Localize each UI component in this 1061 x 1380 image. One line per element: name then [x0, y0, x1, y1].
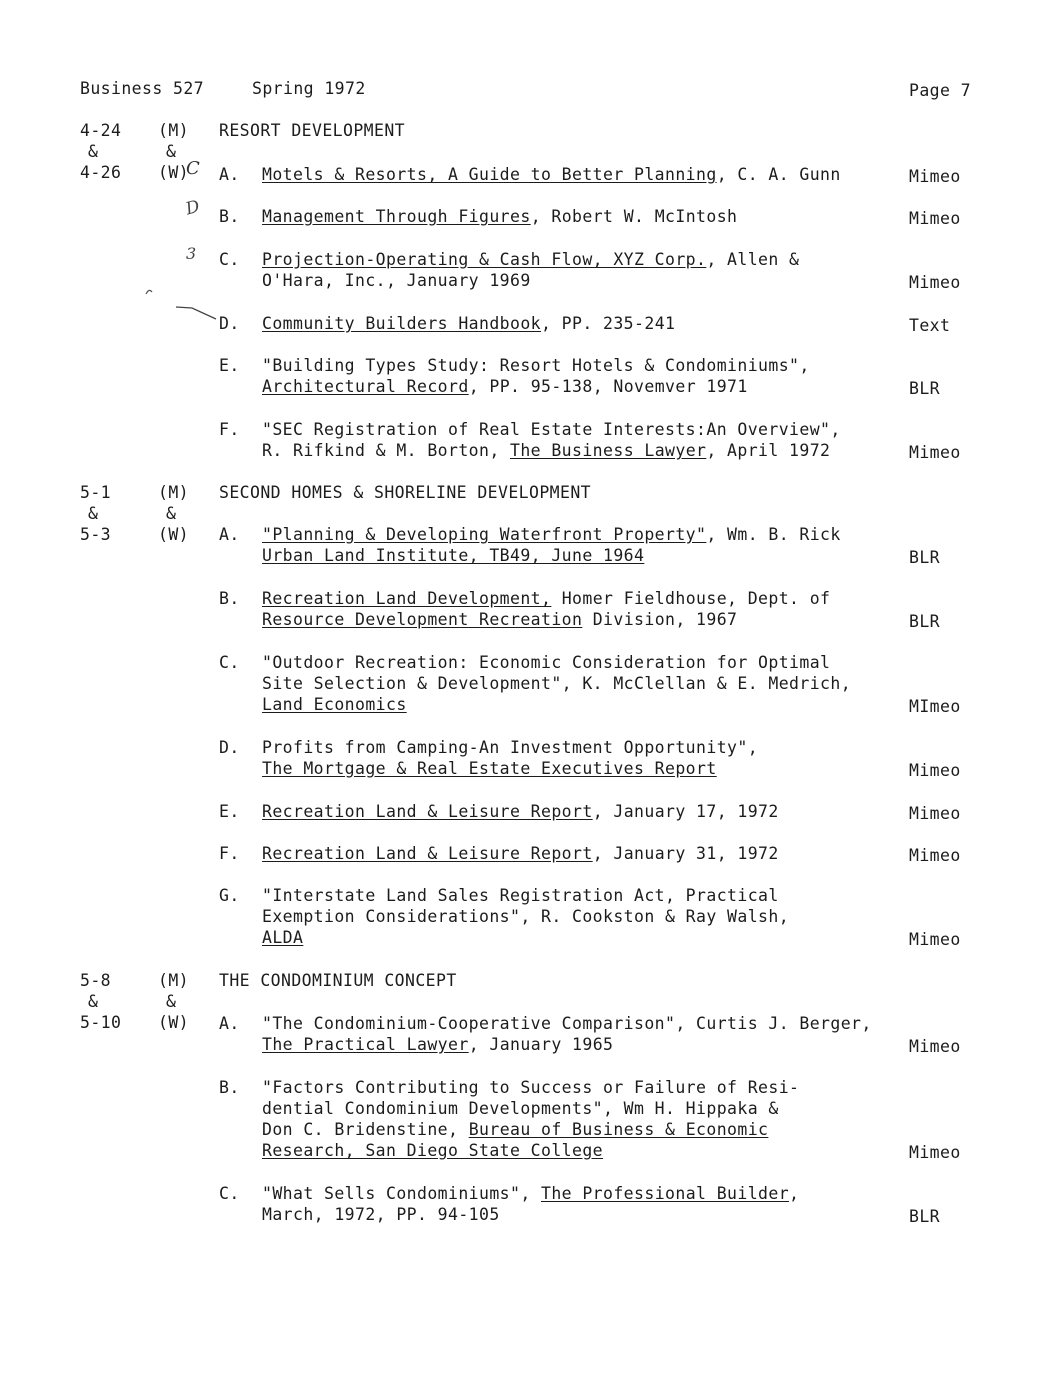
reading-citation-line — [262, 1034, 613, 1055]
citation-text: , PP. 95-138, Novemver 1971 — [468, 377, 748, 396]
citation-text: Don C. Bridenstine, — [262, 1120, 469, 1139]
citation-title: ALDA — [262, 928, 304, 947]
session-date-start: 4-24 — [80, 121, 122, 140]
citation-title: Motels & Resorts, A Guide to Better Planning — [262, 165, 717, 184]
reading-citation-line — [262, 355, 810, 376]
citation-text: , Wm. B. Rick — [706, 525, 841, 544]
reading-source: Mimeo — [909, 209, 961, 228]
citation-text: , April 1972 — [706, 441, 831, 460]
citation-text: dential Condominium Developments", Wm H. Hippaka & — [262, 1099, 779, 1118]
reading-source: Text — [909, 316, 951, 335]
reading-letter: C. — [219, 250, 240, 269]
reading-citation-line — [262, 313, 675, 334]
citation-title: The Business Lawyer — [510, 441, 707, 460]
citation-text: O'Hara, Inc., January 1969 — [262, 271, 531, 290]
citation-text: Division, 1967 — [582, 610, 738, 629]
reading-source: BLR — [909, 548, 941, 567]
reading-citation-line — [262, 1119, 768, 1140]
session-date-end: 5-10 — [80, 1013, 122, 1032]
reading-citation-line — [262, 524, 841, 545]
course-label: Business 527 — [80, 79, 205, 98]
reading-citation-line — [262, 1077, 799, 1098]
reading-source: Mimeo — [909, 167, 961, 186]
citation-text: "Outdoor Recreation: Economic Consideration for Optimal — [262, 653, 831, 672]
reading-letter: E. — [219, 802, 240, 821]
reading-source: Mimeo — [909, 1143, 961, 1162]
session-day-end: (W) — [158, 1013, 190, 1032]
reading-citation-line — [262, 376, 748, 397]
session-day-amp: & — [166, 992, 177, 1011]
reading-letter: A. — [219, 1014, 240, 1033]
citation-text: , — [789, 1184, 800, 1203]
reading-letter: D. — [219, 314, 240, 333]
citation-title: The Practical Lawyer — [262, 1035, 469, 1054]
reading-citation-line — [262, 270, 531, 291]
reading-letter: B. — [219, 207, 240, 226]
citation-title: The Professional Builder — [541, 1184, 790, 1203]
citation-text: , January 17, 1972 — [592, 802, 779, 821]
session-day-amp: & — [166, 504, 177, 523]
citation-title: Community Builders Handbook — [262, 314, 542, 333]
citation-text: , PP. 235-241 — [541, 314, 676, 333]
reading-citation-line — [262, 673, 851, 694]
session-date-end: 4-26 — [80, 163, 122, 182]
reading-citation-line — [262, 588, 830, 609]
reading-source: Mimeo — [909, 930, 961, 949]
reading-letter: G. — [219, 886, 240, 905]
reading-citation-line — [262, 1098, 779, 1119]
reading-letter: D. — [219, 738, 240, 757]
section-title: RESORT DEVELOPMENT — [219, 121, 406, 140]
reading-source: Mimeo — [909, 443, 961, 462]
reading-letter: C. — [219, 1184, 240, 1203]
reading-citation-line — [262, 164, 841, 185]
reading-letter: B. — [219, 1078, 240, 1097]
citation-title: Bureau of Business & Economic — [468, 1120, 769, 1139]
reading-source: Mimeo — [909, 1037, 961, 1056]
citation-text: R. Rifkind & M. Borton, — [262, 441, 511, 460]
session-date-amp: & — [88, 504, 99, 523]
reading-letter: E. — [219, 356, 240, 375]
reading-citation-line — [262, 206, 737, 227]
reading-letter: A. — [219, 165, 240, 184]
reading-citation-line — [262, 1140, 603, 1161]
citation-title: Projection-Operating & Cash Flow, XYZ Corp. — [262, 250, 707, 269]
session-day-end: (W) — [158, 525, 190, 544]
citation-text: "What Sells Condominiums", — [262, 1184, 542, 1203]
reading-source: Mimeo — [909, 846, 961, 865]
reading-source: BLR — [909, 1207, 941, 1226]
citation-title: Recreation Land & Leisure Report — [262, 802, 593, 821]
citation-title: Recreation Land Development, — [262, 589, 552, 608]
reading-citation-line — [262, 440, 830, 461]
page-number: Page 7 — [909, 81, 972, 100]
reading-citation-line — [262, 758, 717, 779]
reading-source: Mimeo — [909, 804, 961, 823]
citation-title: The Mortgage & Real Estate Executives Report — [262, 759, 717, 778]
citation-text: , Allen & — [706, 250, 800, 269]
session-day-end: (W) — [158, 163, 190, 182]
citation-text: Exemption Considerations", R. Cookston & Ray Walsh, — [262, 907, 790, 926]
reading-letter: B. — [219, 589, 240, 608]
reading-letter: A. — [219, 525, 240, 544]
citation-text: Site Selection & Development", K. McClellan & E. Medrich, — [262, 674, 852, 693]
reading-citation-line — [262, 694, 407, 715]
citation-title: Resource Development Recreation — [262, 610, 583, 629]
session-date-amp: & — [88, 142, 99, 161]
reading-citation-line — [262, 885, 779, 906]
reading-citation-line — [262, 1013, 872, 1034]
reading-source: MImeo — [909, 697, 961, 716]
handwritten-dash-icon — [140, 280, 220, 325]
citation-text: , Robert W. McIntosh — [530, 207, 738, 226]
citation-text: "Interstate Land Sales Registration Act, Practical — [262, 886, 779, 905]
reading-citation-line — [262, 927, 303, 948]
reading-citation-line — [262, 1204, 500, 1225]
reading-citation-line — [262, 737, 758, 758]
reading-citation-line — [262, 609, 737, 630]
reading-citation-line — [262, 801, 779, 822]
citation-title: Urban Land Institute, TB49, June 1964 — [262, 546, 645, 565]
citation-title: Recreation Land & Leisure Report — [262, 844, 593, 863]
citation-title: Architectural Record — [262, 377, 469, 396]
citation-title: Research, San Diego State College — [262, 1141, 604, 1160]
session-date-amp: & — [88, 992, 99, 1011]
session-day-start: (M) — [158, 971, 190, 990]
citation-text: , C. A. Gunn — [716, 165, 841, 184]
reading-source: Mimeo — [909, 273, 961, 292]
citation-text: March, 1972, PP. 94-105 — [262, 1205, 500, 1224]
citation-title: Land Economics — [262, 695, 407, 714]
session-date-start: 5-8 — [80, 971, 112, 990]
session-date-end: 5-3 — [80, 525, 112, 544]
reading-source: Mimeo — [909, 761, 961, 780]
handwritten-check-c: 3 — [186, 244, 197, 263]
reading-letter: F. — [219, 420, 240, 439]
session-date-start: 5-1 — [80, 483, 112, 502]
citation-text: "Factors Contributing to Success or Failure of Resi- — [262, 1078, 800, 1097]
section-title: THE CONDOMINIUM CONCEPT — [219, 971, 457, 990]
citation-title: "Planning & Developing Waterfront Property" — [262, 525, 707, 544]
reading-citation-line — [262, 1183, 799, 1204]
section-title: SECOND HOMES & SHORELINE DEVELOPMENT — [219, 483, 592, 502]
citation-text: , January 1965 — [468, 1035, 614, 1054]
citation-text: , January 31, 1972 — [592, 844, 779, 863]
reading-letter: F. — [219, 844, 240, 863]
handwritten-check-a: C — [186, 158, 201, 179]
reading-source: BLR — [909, 612, 941, 631]
citation-text: "Building Types Study: Resort Hotels & Condominiums", — [262, 356, 810, 375]
term-label: Spring 1972 — [252, 79, 366, 98]
citation-text: Homer Fieldhouse, Dept. of — [551, 589, 831, 608]
reading-citation-line — [262, 545, 644, 566]
session-day-start: (M) — [158, 121, 190, 140]
citation-text: "The Condominium-Cooperative Comparison", Curtis J. Berger, — [262, 1014, 872, 1033]
reading-letter: C. — [219, 653, 240, 672]
citation-text: Profits from Camping-An Investment Opportunity", — [262, 738, 759, 757]
citation-text: "SEC Registration of Real Estate Interests:An Overview", — [262, 420, 841, 439]
citation-title: Management Through Figures — [262, 207, 531, 226]
handwritten-check-b: D — [183, 196, 203, 220]
reading-citation-line — [262, 249, 799, 270]
reading-citation-line — [262, 419, 841, 440]
session-day-amp: & — [166, 142, 177, 161]
reading-citation-line — [262, 843, 779, 864]
reading-citation-line — [262, 906, 789, 927]
reading-source: BLR — [909, 379, 941, 398]
session-day-start: (M) — [158, 483, 190, 502]
reading-citation-line — [262, 652, 830, 673]
